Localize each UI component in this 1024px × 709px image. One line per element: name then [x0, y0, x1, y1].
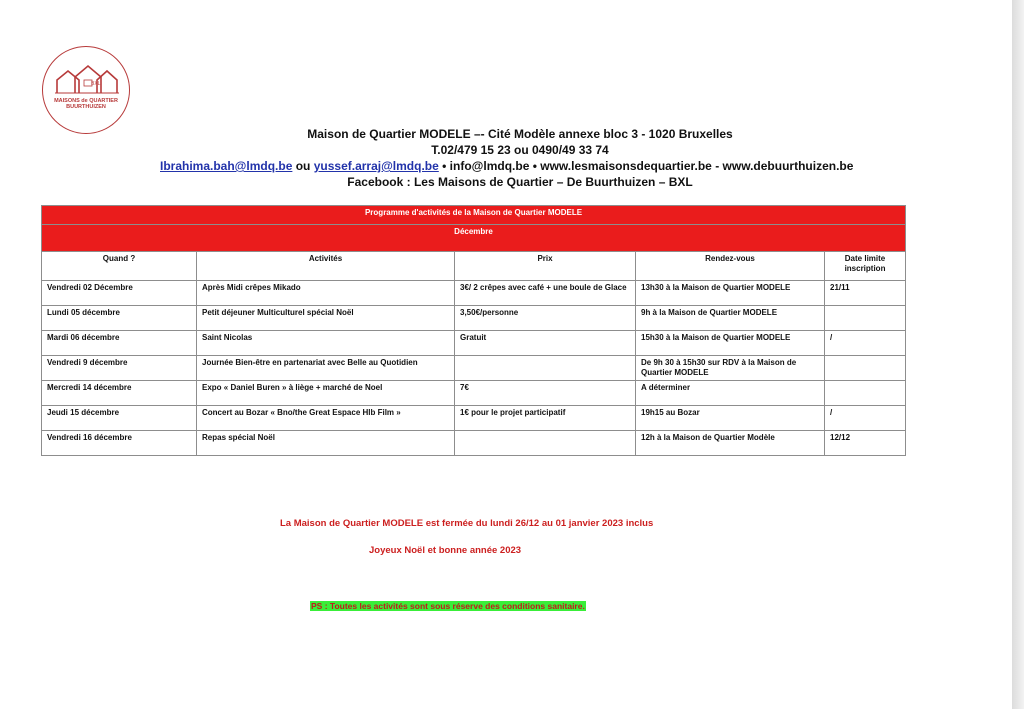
logo-badge: BXL [91, 81, 101, 87]
header-phone: T.02/479 15 23 ou 0490/49 33 74 [431, 143, 609, 157]
houses-icon [43, 47, 131, 135]
contacts-rest: • info@lmdq.be • www.lesmaisonsdequartier.be - www.debuurthuizen.be [438, 159, 854, 173]
cell-quand: Vendredi 02 Décembre [42, 281, 197, 306]
table-title: Programme d'activités de la Maison de Quartier MODELE [42, 206, 906, 225]
cell-limite: 12/12 [825, 431, 906, 456]
cell-quand: Vendredi 9 décembre [42, 356, 197, 381]
cell-quand: Mercredi 14 décembre [42, 381, 197, 406]
cell-limite: / [825, 331, 906, 356]
cell-activite: Après Midi crêpes Mikado [197, 281, 455, 306]
cell-limite: / [825, 406, 906, 431]
cell-activite: Saint Nicolas [197, 331, 455, 356]
header-contacts [160, 158, 860, 174]
cell-prix [455, 431, 636, 456]
column-header-prix: Prix [455, 252, 636, 281]
table-row [42, 381, 906, 406]
table-title-row [42, 206, 906, 225]
closure-notice: La Maison de Quartier MODELE est fermée du lundi 26/12 au 01 janvier 2023 inclus [280, 518, 654, 529]
cell-quand: Lundi 05 décembre [42, 306, 197, 331]
cell-limite [825, 356, 906, 381]
activities-table [41, 205, 906, 456]
table-month-row [42, 225, 906, 252]
cell-prix: 1€ pour le projet participatif [455, 406, 636, 431]
column-header-activites: Activités [197, 252, 455, 281]
table-row [42, 331, 906, 356]
maisons-de-quartier-logo [42, 46, 130, 134]
season-wishes: Joyeux Noël et bonne année 2023 [369, 545, 522, 556]
cell-rdv: A déterminer [636, 381, 825, 406]
header-facebook: Facebook : Les Maisons de Quartier – De Buurthuizen – BXL [347, 175, 693, 189]
table-header-row [42, 252, 906, 281]
header-address: Maison de Quartier MODELE –- Cité Modèle annexe bloc 3 - 1020 Bruxelles [307, 127, 733, 141]
table-row [42, 356, 906, 381]
cell-rdv: De 9h 30 à 15h30 sur RDV à la Maison de Quartier MODELE [636, 356, 825, 381]
cell-activite: Expo « Daniel Buren » à liège + marché de Noel [197, 381, 455, 406]
cell-prix: 7€ [455, 381, 636, 406]
cell-prix [455, 356, 636, 381]
table-month: Décembre [42, 225, 906, 252]
page-edge-shadow [1012, 0, 1024, 709]
cell-prix: 3€/ 2 crêpes avec café + une boule de Glace [455, 281, 636, 306]
table-row [42, 406, 906, 431]
cell-quand: Jeudi 15 décembre [42, 406, 197, 431]
cell-rdv: 9h à la Maison de Quartier MODELE [636, 306, 825, 331]
table-row [42, 431, 906, 456]
cell-activite: Repas spécial Noël [197, 431, 455, 456]
cell-limite [825, 381, 906, 406]
email-link-yussef[interactable]: yussef.arraj@lmdq.be [313, 159, 439, 173]
cell-prix: 3,50€/personne [455, 306, 636, 331]
column-header-quand: Quand ? [42, 252, 197, 281]
column-header-rendez-vous: Rendez-vous [636, 252, 825, 281]
cell-quand: Vendredi 16 décembre [42, 431, 197, 456]
cell-rdv: 15h30 à la Maison de Quartier MODELE [636, 331, 825, 356]
table-row [42, 281, 906, 306]
column-header-date-limite: Date limite inscription [825, 252, 906, 281]
cell-limite: 21/11 [825, 281, 906, 306]
ps-notice: PS : Toutes les activités sont sous réserve des conditions sanitaire. [311, 601, 585, 611]
cell-activite: Petit déjeuner Multiculturel spécial Noël [197, 306, 455, 331]
cell-rdv: 19h15 au Bozar [636, 406, 825, 431]
cell-prix: Gratuit [455, 331, 636, 356]
logo-text-line2: BUURTHUIZEN [66, 104, 106, 110]
cell-rdv: 13h30 à la Maison de Quartier MODELE [636, 281, 825, 306]
separator-ou: ou [292, 159, 314, 173]
table-row [42, 306, 906, 331]
cell-limite [825, 306, 906, 331]
cell-rdv: 12h à la Maison de Quartier Modèle [636, 431, 825, 456]
email-link-ibrahima[interactable]: Ibrahima.bah@lmdq.be [160, 159, 293, 173]
cell-activite: Journée Bien-être en partenariat avec Belle au Quotidien [197, 356, 455, 381]
logo-text-line1: MAISONS de QUARTIER [54, 98, 118, 104]
cell-quand: Mardi 06 décembre [42, 331, 197, 356]
cell-activite: Concert au Bozar « Bno/the Great Espace Hlb Film » [197, 406, 455, 431]
